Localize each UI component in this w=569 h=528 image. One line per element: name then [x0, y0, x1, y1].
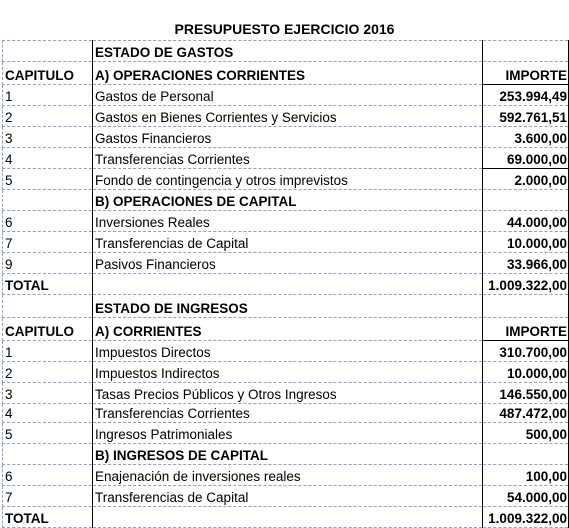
table-row: [3, 232, 569, 253]
chapter-number: 1: [3, 341, 93, 362]
chapter-number: 1: [3, 85, 93, 106]
ingresos-total-row: [3, 507, 569, 528]
row-amount: 310.700,00: [483, 341, 569, 362]
row-amount: 146.550,00: [483, 383, 569, 404]
table-row: [3, 169, 569, 190]
total-amount: 1.009.322,00: [483, 507, 569, 528]
gastos-section-title: ESTADO DE GASTOS: [93, 41, 483, 62]
chapter-number: 3: [3, 383, 93, 404]
table-row: [3, 383, 569, 404]
gastos-capitulo-label: CAPITULO: [3, 62, 93, 85]
chapter-number: 6: [3, 211, 93, 232]
table-row: [3, 85, 569, 106]
chapter-number: 5: [3, 423, 93, 444]
gastos-group-a-header: [3, 62, 569, 85]
row-amount: 69.000,00: [483, 148, 569, 169]
table-row: [3, 106, 569, 127]
total-label: TOTAL: [3, 507, 93, 528]
row-amount: 100,00: [483, 465, 569, 486]
row-description: Transferencias Corrientes: [93, 404, 483, 423]
row-amount: 592.761,51: [483, 106, 569, 127]
gastos-section-header: [3, 41, 569, 62]
chapter-number: 5: [3, 169, 93, 190]
table-row: [3, 404, 569, 423]
row-description: Transferencias de Capital: [93, 232, 483, 253]
row-description: Impuestos Directos: [93, 341, 483, 362]
chapter-number: 7: [3, 486, 93, 507]
table-row: [3, 211, 569, 232]
row-description: Tasas Precios Públicos y Otros Ingresos: [93, 383, 483, 404]
row-description: Fondo de contingencia y otros imprevistos: [93, 169, 483, 190]
row-description: Ingresos Patrimoniales: [93, 423, 483, 444]
ingresos-group-a-label: A) CORRIENTES: [93, 318, 483, 341]
chapter-number: 4: [3, 148, 93, 169]
table-row: [3, 423, 569, 444]
row-amount: 2.000,00: [483, 169, 569, 190]
ingresos-importe-label: IMPORTE: [483, 318, 569, 341]
ingresos-group-b-header: [3, 444, 569, 465]
ingresos-capitulo-label: CAPITULO: [3, 318, 93, 341]
table-row: [3, 465, 569, 486]
gastos-group-b-header: [3, 190, 569, 211]
gastos-total-row: [3, 274, 569, 295]
row-amount: 10.000,00: [483, 232, 569, 253]
row-description: Transferencias de Capital: [93, 486, 483, 507]
chapter-number: 3: [3, 127, 93, 148]
total-amount: 1.009.322,00: [483, 274, 569, 295]
row-amount: 3.600,00: [483, 127, 569, 148]
row-description: Gastos de Personal: [93, 85, 483, 106]
row-description: Gastos Financieros: [93, 127, 483, 148]
gastos-importe-label: IMPORTE: [483, 62, 569, 85]
chapter-number: 7: [3, 232, 93, 253]
row-amount: 500,00: [483, 423, 569, 444]
table-row: [3, 127, 569, 148]
row-description: Inversiones Reales: [93, 211, 483, 232]
row-amount: 10.000,00: [483, 362, 569, 383]
row-amount: 54.000,00: [483, 486, 569, 507]
ingresos-section-header: [3, 295, 569, 318]
row-description: Transferencias Corrientes: [93, 148, 483, 169]
table-row: [3, 253, 569, 274]
chapter-number: 9: [3, 253, 93, 274]
row-description: Pasivos Financieros: [93, 253, 483, 274]
row-amount: 253.994,49: [483, 85, 569, 106]
chapter-number: 2: [3, 106, 93, 127]
row-amount: 487.472,00: [483, 404, 569, 423]
table-row: [3, 148, 569, 169]
ingresos-group-a-header: [3, 318, 569, 341]
row-description: Impuestos Indirectos: [93, 362, 483, 383]
ingresos-group-b-label: B) INGRESOS DE CAPITAL: [93, 444, 483, 465]
total-label: TOTAL: [3, 274, 93, 295]
row-amount: 44.000,00: [483, 211, 569, 232]
budget-table: [2, 40, 569, 528]
table-row: [3, 486, 569, 507]
row-description: Enajenación de inversiones reales: [93, 465, 483, 486]
chapter-number: 4: [3, 404, 93, 423]
ingresos-section-title: ESTADO DE INGRESOS: [93, 295, 483, 318]
chapter-number: 6: [3, 465, 93, 486]
chapter-number: 2: [3, 362, 93, 383]
page-title: PRESUPUESTO EJERCICIO 2016: [174, 21, 395, 37]
row-description: Gastos en Bienes Corrientes y Servicios: [93, 106, 483, 127]
gastos-group-a-label: A) OPERACIONES CORRIENTES: [93, 62, 483, 85]
gastos-group-b-label: B) OPERACIONES DE CAPITAL: [93, 190, 483, 211]
table-row: [3, 362, 569, 383]
row-amount: 33.966,00: [483, 253, 569, 274]
table-row: [3, 341, 569, 362]
